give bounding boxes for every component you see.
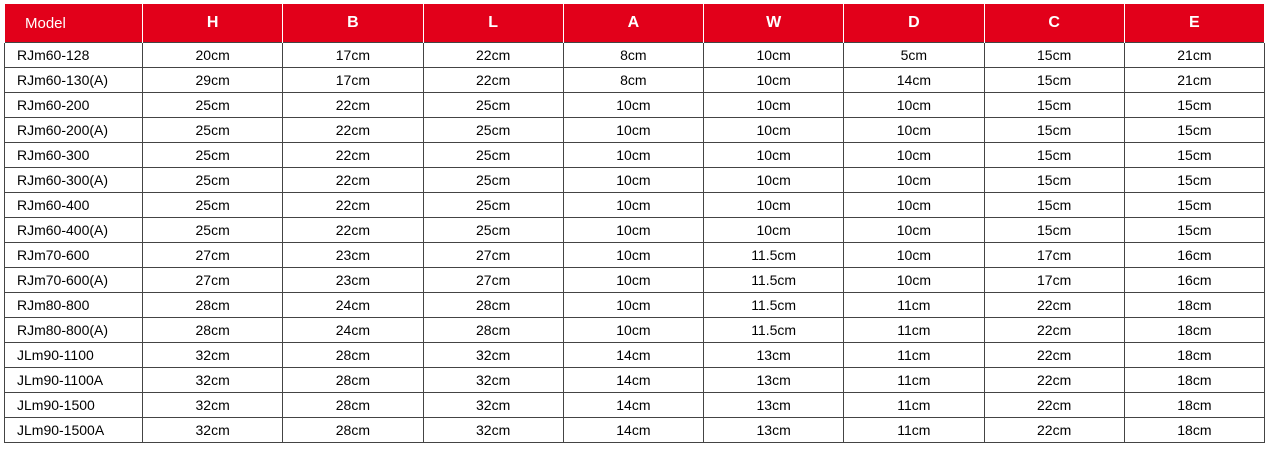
value-cell: 25cm: [423, 168, 563, 193]
table-row: [5, 68, 1265, 93]
column-header-l: L: [423, 4, 563, 43]
value-cell: 17cm: [984, 268, 1124, 293]
value-cell: 15cm: [984, 193, 1124, 218]
value-cell: 15cm: [984, 43, 1124, 68]
value-cell: 25cm: [423, 118, 563, 143]
value-cell: 18cm: [1124, 293, 1264, 318]
value-cell: 10cm: [704, 68, 844, 93]
value-cell: 11cm: [844, 343, 984, 368]
table-row: [5, 43, 1265, 68]
value-cell: 20cm: [143, 43, 283, 68]
value-cell: 11cm: [844, 393, 984, 418]
value-cell: 18cm: [1124, 418, 1264, 443]
value-cell: 22cm: [984, 418, 1124, 443]
value-cell: 28cm: [143, 318, 283, 343]
column-header-h: H: [143, 4, 283, 43]
value-cell: 11.5cm: [704, 268, 844, 293]
value-cell: 10cm: [844, 143, 984, 168]
table-row: [5, 418, 1265, 443]
table-header: [5, 4, 1265, 43]
value-cell: 14cm: [563, 393, 703, 418]
value-cell: 15cm: [1124, 93, 1264, 118]
value-cell: 14cm: [844, 68, 984, 93]
column-header-b: B: [283, 4, 423, 43]
value-cell: 25cm: [143, 118, 283, 143]
value-cell: 22cm: [984, 343, 1124, 368]
value-cell: 17cm: [283, 43, 423, 68]
value-cell: 8cm: [563, 68, 703, 93]
value-cell: 22cm: [984, 393, 1124, 418]
model-cell: JLm90-1100: [5, 343, 143, 368]
value-cell: 28cm: [283, 368, 423, 393]
value-cell: 24cm: [283, 318, 423, 343]
value-cell: 16cm: [1124, 243, 1264, 268]
model-cell: RJm60-128: [5, 43, 143, 68]
value-cell: 10cm: [563, 143, 703, 168]
value-cell: 22cm: [984, 293, 1124, 318]
table-row: [5, 343, 1265, 368]
value-cell: 10cm: [563, 218, 703, 243]
value-cell: 32cm: [143, 368, 283, 393]
value-cell: 10cm: [704, 168, 844, 193]
value-cell: 11.5cm: [704, 293, 844, 318]
value-cell: 15cm: [984, 143, 1124, 168]
value-cell: 22cm: [423, 43, 563, 68]
value-cell: 11.5cm: [704, 318, 844, 343]
value-cell: 27cm: [143, 268, 283, 293]
model-cell: JLm90-1100A: [5, 368, 143, 393]
model-cell: RJm60-300(A): [5, 168, 143, 193]
value-cell: 22cm: [283, 193, 423, 218]
model-cell: RJm80-800(A): [5, 318, 143, 343]
column-header-d: D: [844, 4, 984, 43]
value-cell: 10cm: [844, 193, 984, 218]
value-cell: 22cm: [283, 168, 423, 193]
value-cell: 25cm: [143, 93, 283, 118]
value-cell: 25cm: [143, 168, 283, 193]
value-cell: 28cm: [283, 418, 423, 443]
table-row: [5, 318, 1265, 343]
table-row: [5, 393, 1265, 418]
value-cell: 29cm: [143, 68, 283, 93]
table-row: [5, 193, 1265, 218]
value-cell: 11cm: [844, 318, 984, 343]
value-cell: 18cm: [1124, 318, 1264, 343]
value-cell: 16cm: [1124, 268, 1264, 293]
value-cell: 25cm: [423, 143, 563, 168]
value-cell: 28cm: [423, 293, 563, 318]
value-cell: 24cm: [283, 293, 423, 318]
table-row: [5, 368, 1265, 393]
value-cell: 25cm: [423, 218, 563, 243]
value-cell: 22cm: [283, 218, 423, 243]
table-row: [5, 218, 1265, 243]
value-cell: 10cm: [563, 318, 703, 343]
value-cell: 10cm: [563, 93, 703, 118]
value-cell: 25cm: [143, 143, 283, 168]
value-cell: 10cm: [704, 143, 844, 168]
table-row: [5, 293, 1265, 318]
value-cell: 25cm: [143, 218, 283, 243]
table-body: [5, 43, 1265, 443]
value-cell: 25cm: [423, 193, 563, 218]
value-cell: 15cm: [984, 218, 1124, 243]
value-cell: 28cm: [283, 393, 423, 418]
value-cell: 22cm: [283, 93, 423, 118]
value-cell: 10cm: [563, 168, 703, 193]
value-cell: 10cm: [844, 118, 984, 143]
value-cell: 14cm: [563, 368, 703, 393]
value-cell: 32cm: [423, 368, 563, 393]
column-header-c: C: [984, 4, 1124, 43]
value-cell: 28cm: [283, 343, 423, 368]
model-cell: RJm60-300: [5, 143, 143, 168]
value-cell: 11.5cm: [704, 243, 844, 268]
table-row: [5, 243, 1265, 268]
value-cell: 15cm: [984, 68, 1124, 93]
value-cell: 22cm: [984, 318, 1124, 343]
value-cell: 10cm: [563, 193, 703, 218]
model-cell: RJm70-600: [5, 243, 143, 268]
value-cell: 5cm: [844, 43, 984, 68]
value-cell: 15cm: [1124, 118, 1264, 143]
value-cell: 14cm: [563, 343, 703, 368]
model-cell: RJm60-200: [5, 93, 143, 118]
value-cell: 15cm: [984, 93, 1124, 118]
value-cell: 17cm: [984, 243, 1124, 268]
value-cell: 10cm: [704, 93, 844, 118]
column-header-a: A: [563, 4, 703, 43]
model-cell: RJm60-130(A): [5, 68, 143, 93]
value-cell: 15cm: [1124, 143, 1264, 168]
value-cell: 22cm: [423, 68, 563, 93]
value-cell: 21cm: [1124, 43, 1264, 68]
value-cell: 10cm: [844, 243, 984, 268]
table-row: [5, 143, 1265, 168]
value-cell: 11cm: [844, 293, 984, 318]
value-cell: 18cm: [1124, 368, 1264, 393]
value-cell: 10cm: [563, 293, 703, 318]
value-cell: 8cm: [563, 43, 703, 68]
value-cell: 13cm: [704, 393, 844, 418]
value-cell: 13cm: [704, 418, 844, 443]
value-cell: 22cm: [283, 118, 423, 143]
value-cell: 15cm: [1124, 168, 1264, 193]
model-cell: RJm70-600(A): [5, 268, 143, 293]
value-cell: 10cm: [563, 243, 703, 268]
value-cell: 15cm: [1124, 218, 1264, 243]
value-cell: 13cm: [704, 343, 844, 368]
value-cell: 18cm: [1124, 343, 1264, 368]
value-cell: 10cm: [844, 218, 984, 243]
value-cell: 15cm: [984, 118, 1124, 143]
value-cell: 14cm: [563, 418, 703, 443]
spec-table-container: [4, 4, 1265, 443]
spec-table: [4, 4, 1265, 443]
value-cell: 15cm: [984, 168, 1124, 193]
value-cell: 32cm: [423, 393, 563, 418]
table-row: [5, 168, 1265, 193]
value-cell: 28cm: [143, 293, 283, 318]
value-cell: 10cm: [704, 218, 844, 243]
value-cell: 10cm: [563, 268, 703, 293]
model-cell: RJm60-200(A): [5, 118, 143, 143]
value-cell: 10cm: [844, 168, 984, 193]
value-cell: 27cm: [423, 243, 563, 268]
column-header-model: Model: [5, 4, 143, 43]
value-cell: 23cm: [283, 268, 423, 293]
value-cell: 10cm: [704, 118, 844, 143]
model-cell: JLm90-1500A: [5, 418, 143, 443]
model-cell: RJm80-800: [5, 293, 143, 318]
value-cell: 11cm: [844, 418, 984, 443]
column-header-w: W: [704, 4, 844, 43]
value-cell: 32cm: [143, 393, 283, 418]
model-cell: JLm90-1500: [5, 393, 143, 418]
value-cell: 25cm: [143, 193, 283, 218]
header-row: [5, 4, 1265, 43]
value-cell: 27cm: [143, 243, 283, 268]
value-cell: 32cm: [143, 343, 283, 368]
value-cell: 32cm: [143, 418, 283, 443]
value-cell: 27cm: [423, 268, 563, 293]
value-cell: 10cm: [844, 93, 984, 118]
value-cell: 10cm: [844, 268, 984, 293]
table-row: [5, 118, 1265, 143]
model-cell: RJm60-400: [5, 193, 143, 218]
value-cell: 17cm: [283, 68, 423, 93]
value-cell: 10cm: [704, 193, 844, 218]
value-cell: 32cm: [423, 343, 563, 368]
value-cell: 18cm: [1124, 393, 1264, 418]
value-cell: 10cm: [563, 118, 703, 143]
model-cell: RJm60-400(A): [5, 218, 143, 243]
value-cell: 22cm: [283, 143, 423, 168]
value-cell: 11cm: [844, 368, 984, 393]
value-cell: 15cm: [1124, 193, 1264, 218]
value-cell: 22cm: [984, 368, 1124, 393]
value-cell: 13cm: [704, 368, 844, 393]
value-cell: 25cm: [423, 93, 563, 118]
table-row: [5, 268, 1265, 293]
value-cell: 23cm: [283, 243, 423, 268]
value-cell: 32cm: [423, 418, 563, 443]
column-header-e: E: [1124, 4, 1264, 43]
table-row: [5, 93, 1265, 118]
value-cell: 28cm: [423, 318, 563, 343]
value-cell: 10cm: [704, 43, 844, 68]
value-cell: 21cm: [1124, 68, 1264, 93]
